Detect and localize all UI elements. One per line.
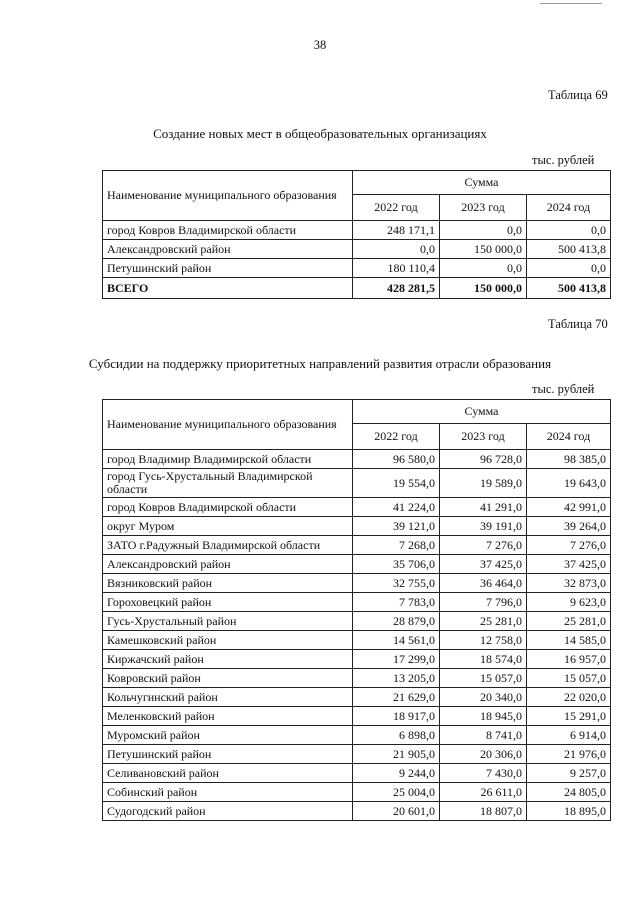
table69-total-2022: 428 281,5 bbox=[353, 278, 440, 299]
table70-row bbox=[103, 469, 611, 498]
table70-cell-2023: 41 291,0 bbox=[440, 498, 527, 517]
table69-cell-name: Петушинский район bbox=[103, 259, 353, 278]
table70-cell-2022: 96 580,0 bbox=[353, 450, 440, 469]
table70-row bbox=[103, 726, 611, 745]
table69-year-header: 2022 год bbox=[353, 195, 440, 221]
table69-year-header: 2023 год bbox=[440, 195, 527, 221]
table70-cell-name: Киржачский район bbox=[103, 650, 353, 669]
table69-year-header: 2024 год bbox=[527, 195, 611, 221]
table70-cell-2022: 7 783,0 bbox=[353, 593, 440, 612]
table69-cell-name: Александровский район bbox=[103, 240, 353, 259]
table70-cell-2023: 39 191,0 bbox=[440, 517, 527, 536]
table70-cell-2024: 15 057,0 bbox=[527, 669, 611, 688]
table70-row bbox=[103, 783, 611, 802]
table70-name-header: Наименование муниципального образования bbox=[103, 400, 353, 450]
page-number: 38 bbox=[313, 38, 327, 52]
table70-cell-2023: 25 281,0 bbox=[440, 612, 527, 631]
table69-row bbox=[103, 259, 611, 278]
table69-total-label: ВСЕГО bbox=[103, 278, 353, 299]
table70-cell-2023: 20 340,0 bbox=[440, 688, 527, 707]
table70-row bbox=[103, 536, 611, 555]
table69-cell-2024: 500 413,8 bbox=[527, 240, 611, 259]
table70-row bbox=[103, 707, 611, 726]
table70-cell-2024: 21 976,0 bbox=[527, 745, 611, 764]
table70-cell-2023: 7 430,0 bbox=[440, 764, 527, 783]
table69-units: тыс. рублей bbox=[532, 153, 595, 167]
table70-cell-2022: 20 601,0 bbox=[353, 802, 440, 821]
table70-cell-2023: 20 306,0 bbox=[440, 745, 527, 764]
table70-cell-2022: 13 205,0 bbox=[353, 669, 440, 688]
table70-cell-2022: 17 299,0 bbox=[353, 650, 440, 669]
table69-total-row bbox=[103, 278, 611, 299]
table70-cell-2024: 7 276,0 bbox=[527, 536, 611, 555]
table70-cell-2024: 18 895,0 bbox=[527, 802, 611, 821]
table69-cell-2022: 0,0 bbox=[353, 240, 440, 259]
table70-cell-2023: 7 276,0 bbox=[440, 536, 527, 555]
table70-sum-header: Сумма bbox=[353, 400, 611, 424]
table70-row bbox=[103, 517, 611, 536]
table70-title: Субсидии на поддержку приоритетных направлений развития отрасли образования bbox=[88, 356, 552, 371]
table70-cell-2022: 9 244,0 bbox=[353, 764, 440, 783]
table70-cell-name: округ Муром bbox=[103, 517, 353, 536]
table69-cell-2022: 248 171,1 bbox=[353, 221, 440, 240]
table70-cell-name: город Владимир Владимирской области bbox=[103, 450, 353, 469]
table70-row bbox=[103, 669, 611, 688]
table70-cell-name: Петушинский район bbox=[103, 745, 353, 764]
table70-cell-name: Александровский район bbox=[103, 555, 353, 574]
table70-cell-name: Муромский район bbox=[103, 726, 353, 745]
table70-year-header: 2024 год bbox=[527, 424, 611, 450]
table70-units: тыс. рублей bbox=[532, 382, 595, 396]
table70-cell-2022: 25 004,0 bbox=[353, 783, 440, 802]
table70-cell-2023: 36 464,0 bbox=[440, 574, 527, 593]
top-rule bbox=[540, 3, 602, 4]
table70-cell-name: ЗАТО г.Радужный Владимирской области bbox=[103, 536, 353, 555]
table70-cell-2022: 7 268,0 bbox=[353, 536, 440, 555]
table70-cell-2022: 39 121,0 bbox=[353, 517, 440, 536]
table70-cell-name: Кольчугинский район bbox=[103, 688, 353, 707]
table70-cell-2024: 42 991,0 bbox=[527, 498, 611, 517]
table70-cell-2022: 18 917,0 bbox=[353, 707, 440, 726]
table70-cell-2023: 26 611,0 bbox=[440, 783, 527, 802]
table70-cell-2024: 9 257,0 bbox=[527, 764, 611, 783]
table70-cell-2023: 8 741,0 bbox=[440, 726, 527, 745]
table70-cell-2022: 21 905,0 bbox=[353, 745, 440, 764]
table69-cell-2024: 0,0 bbox=[527, 221, 611, 240]
table69-cell-2023: 0,0 bbox=[440, 221, 527, 240]
table70-cell-2022: 6 898,0 bbox=[353, 726, 440, 745]
table69-cell-2024: 0,0 bbox=[527, 259, 611, 278]
table70-cell-2023: 7 796,0 bbox=[440, 593, 527, 612]
table70-cell-2022: 21 629,0 bbox=[353, 688, 440, 707]
table70-cell-2024: 19 643,0 bbox=[527, 469, 611, 498]
table70-cell-2024: 25 281,0 bbox=[527, 612, 611, 631]
table70-cell-2024: 9 623,0 bbox=[527, 593, 611, 612]
table70-cell-2022: 14 561,0 bbox=[353, 631, 440, 650]
table69-total-2024: 500 413,8 bbox=[527, 278, 611, 299]
table70-cell-name: Гороховецкий район bbox=[103, 593, 353, 612]
table70-cell-2022: 28 879,0 bbox=[353, 612, 440, 631]
table70-cell-2024: 37 425,0 bbox=[527, 555, 611, 574]
table70-cell-2024: 14 585,0 bbox=[527, 631, 611, 650]
table70-cell-2024: 16 957,0 bbox=[527, 650, 611, 669]
table70-cell-2024: 32 873,0 bbox=[527, 574, 611, 593]
table70-cell-name: Селивановский район bbox=[103, 764, 353, 783]
table70-cell-name: город Гусь-Хрустальный Владимирской области bbox=[103, 469, 353, 498]
table69 bbox=[102, 170, 611, 299]
table69-title: Создание новых мест в общеобразовательных организациях bbox=[153, 126, 487, 141]
table70-cell-2023: 19 589,0 bbox=[440, 469, 527, 498]
table70-row bbox=[103, 802, 611, 821]
table69-row bbox=[103, 240, 611, 259]
table69-cell-name: город Ковров Владимирской области bbox=[103, 221, 353, 240]
table69-total-2023: 150 000,0 bbox=[440, 278, 527, 299]
table70-cell-2022: 32 755,0 bbox=[353, 574, 440, 593]
table69-row bbox=[103, 221, 611, 240]
table70-cell-2022: 19 554,0 bbox=[353, 469, 440, 498]
table70-cell-2024: 24 805,0 bbox=[527, 783, 611, 802]
table70-cell-name: Собинский район bbox=[103, 783, 353, 802]
table69-cell-2022: 180 110,4 bbox=[353, 259, 440, 278]
table70-row bbox=[103, 631, 611, 650]
table70-row bbox=[103, 574, 611, 593]
table70-cell-name: Меленковский район bbox=[103, 707, 353, 726]
table70-cell-2023: 15 057,0 bbox=[440, 669, 527, 688]
table70-cell-name: Судогодский район bbox=[103, 802, 353, 821]
table70-cell-2022: 41 224,0 bbox=[353, 498, 440, 517]
table70-cell-2023: 12 758,0 bbox=[440, 631, 527, 650]
table70-year-header: 2023 год bbox=[440, 424, 527, 450]
table70-row bbox=[103, 450, 611, 469]
table70-row bbox=[103, 764, 611, 783]
table70-cell-2024: 6 914,0 bbox=[527, 726, 611, 745]
table70-row bbox=[103, 650, 611, 669]
table70-cell-2023: 18 945,0 bbox=[440, 707, 527, 726]
table69-label: Таблица 69 bbox=[548, 88, 608, 102]
table70-cell-2023: 18 574,0 bbox=[440, 650, 527, 669]
table70-row bbox=[103, 593, 611, 612]
table70-cell-2022: 35 706,0 bbox=[353, 555, 440, 574]
table70-cell-name: Ковровский район bbox=[103, 669, 353, 688]
table70-cell-2023: 18 807,0 bbox=[440, 802, 527, 821]
table70 bbox=[102, 399, 611, 821]
table70-row bbox=[103, 498, 611, 517]
table69-sum-header: Сумма bbox=[353, 171, 611, 195]
table70-year-header: 2022 год bbox=[353, 424, 440, 450]
table69-cell-2023: 0,0 bbox=[440, 259, 527, 278]
table70-cell-name: Камешковский район bbox=[103, 631, 353, 650]
table70-row bbox=[103, 555, 611, 574]
table70-row bbox=[103, 612, 611, 631]
table70-cell-name: Вязниковский район bbox=[103, 574, 353, 593]
table70-label: Таблица 70 bbox=[548, 317, 608, 331]
table70-cell-2023: 96 728,0 bbox=[440, 450, 527, 469]
table69-cell-2023: 150 000,0 bbox=[440, 240, 527, 259]
table70-cell-name: Гусь-Хрустальный район bbox=[103, 612, 353, 631]
table70-cell-2024: 22 020,0 bbox=[527, 688, 611, 707]
table70-row bbox=[103, 688, 611, 707]
table70-cell-2023: 37 425,0 bbox=[440, 555, 527, 574]
table70-row bbox=[103, 745, 611, 764]
table70-cell-2024: 98 385,0 bbox=[527, 450, 611, 469]
table70-cell-name: город Ковров Владимирской области bbox=[103, 498, 353, 517]
table69-name-header: Наименование муниципального образования bbox=[103, 171, 353, 221]
table70-cell-2024: 15 291,0 bbox=[527, 707, 611, 726]
table70-cell-2024: 39 264,0 bbox=[527, 517, 611, 536]
